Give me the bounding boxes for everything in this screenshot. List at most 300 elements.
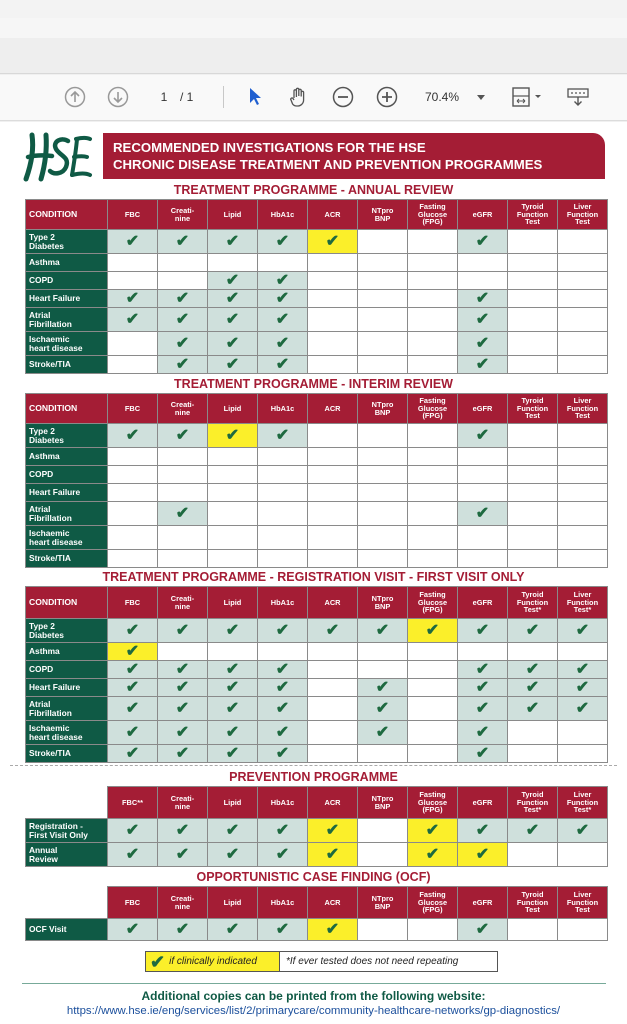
column-header: eGFR: [458, 887, 508, 919]
empty-cell: [308, 308, 358, 332]
check-cell: ✔: [158, 819, 208, 843]
condition-header: CONDITION: [26, 587, 108, 619]
check-cell: ✔: [258, 290, 308, 308]
column-header: FBC: [108, 200, 158, 230]
empty-cell: [558, 448, 608, 466]
conditional-check-cell: ✔: [308, 919, 358, 941]
column-header: FBC: [108, 887, 158, 919]
column-header: Creati- nine: [158, 787, 208, 819]
check-cell: ✔: [158, 697, 208, 721]
column-header: Tyroid Function Test: [508, 200, 558, 230]
check-cell: ✔: [158, 308, 208, 332]
check-cell: ✔: [258, 679, 308, 697]
column-header: Liver Function Test: [558, 394, 608, 424]
empty-cell: [208, 550, 258, 568]
check-cell: ✔: [458, 819, 508, 843]
investigation-table: [25, 586, 608, 763]
conditional-check-cell: ✔: [308, 819, 358, 843]
investigation-table: [25, 393, 608, 568]
check-cell: ✔: [158, 745, 208, 763]
up-arrow-icon: [64, 86, 86, 108]
empty-cell: [408, 661, 458, 679]
table-row: [26, 526, 608, 550]
empty-cell: [358, 448, 408, 466]
hand-icon: [288, 86, 310, 108]
empty-cell: [108, 332, 158, 356]
empty-cell: [558, 254, 608, 272]
empty-cell: [108, 526, 158, 550]
check-cell: ✔: [458, 661, 508, 679]
check-cell: ✔: [108, 661, 158, 679]
header-row: [26, 887, 608, 919]
check-cell: ✔: [208, 745, 258, 763]
empty-cell: [508, 230, 558, 254]
empty-cell: [208, 448, 258, 466]
empty-cell: [508, 448, 558, 466]
empty-cell: [358, 745, 408, 763]
check-cell: ✔: [508, 679, 558, 697]
column-header: Liver Function Test*: [558, 787, 608, 819]
empty-cell: [258, 484, 308, 502]
column-header: ACR: [308, 787, 358, 819]
check-cell: ✔: [458, 356, 508, 374]
check-cell: ✔: [558, 619, 608, 643]
table-row: [26, 424, 608, 448]
legend-yellow-swatch: [145, 951, 280, 972]
empty-cell: [408, 272, 458, 290]
empty-cell: [408, 919, 458, 941]
empty-cell: [458, 526, 508, 550]
zoom-value: 70.4%: [425, 90, 460, 104]
empty-cell: [558, 230, 608, 254]
empty-cell: [408, 643, 458, 661]
conditional-check-cell: ✔: [408, 843, 458, 867]
row-label: Asthma: [26, 643, 108, 661]
conditional-check-cell: ✔: [408, 619, 458, 643]
row-label: Asthma: [26, 448, 108, 466]
empty-cell: [308, 356, 358, 374]
empty-cell: [508, 290, 558, 308]
conditional-check-cell: ✔: [458, 843, 508, 867]
empty-cell: [558, 550, 608, 568]
check-cell: ✔: [158, 332, 208, 356]
check-cell: ✔: [258, 819, 308, 843]
column-header: Lipid: [208, 200, 258, 230]
row-label: Ischaemic heart disease: [26, 721, 108, 745]
table-row: [26, 843, 608, 867]
empty-cell: [308, 526, 358, 550]
column-header: Fasting Glucose (FPG): [408, 200, 458, 230]
column-header: FBC**: [108, 787, 158, 819]
empty-cell: [108, 550, 158, 568]
table-row: [26, 356, 608, 374]
table-row: [26, 619, 608, 643]
row-label: Stroke/TIA: [26, 356, 108, 374]
empty-cell: [508, 919, 558, 941]
check-cell: ✔: [458, 721, 508, 745]
zoom-out-icon: [332, 86, 354, 108]
check-cell: ✔: [158, 290, 208, 308]
empty-cell: [508, 502, 558, 526]
check-cell: ✔: [358, 697, 408, 721]
empty-cell: [558, 843, 608, 867]
tab-bar: [0, 38, 627, 74]
row-label: OCF Visit: [26, 919, 108, 941]
table-row: [26, 290, 608, 308]
empty-cell: [408, 448, 458, 466]
empty-cell: [308, 679, 358, 697]
empty-cell: [108, 448, 158, 466]
empty-cell: [458, 550, 508, 568]
empty-cell: [258, 502, 308, 526]
column-header: NTpro BNP: [358, 200, 408, 230]
row-label: Ischaemic heart disease: [26, 332, 108, 356]
investigation-table: [25, 886, 608, 941]
check-cell: ✔: [258, 843, 308, 867]
check-cell: ✔: [258, 697, 308, 721]
empty-cell: [358, 550, 408, 568]
empty-cell: [558, 745, 608, 763]
empty-cell: [308, 424, 358, 448]
check-cell: ✔: [208, 356, 258, 374]
column-header: ACR: [308, 200, 358, 230]
investigation-table: [25, 199, 608, 374]
column-header: Tyroid Function Test: [508, 887, 558, 919]
check-cell: ✔: [458, 308, 508, 332]
select-tool-button[interactable]: [244, 86, 266, 108]
empty-cell: [358, 484, 408, 502]
check-cell: ✔: [458, 230, 508, 254]
empty-cell: [408, 424, 458, 448]
empty-cell: [158, 272, 208, 290]
empty-cell: [508, 424, 558, 448]
empty-cell: [558, 308, 608, 332]
column-header: Fasting Glucose (FPG): [408, 394, 458, 424]
condition-header: CONDITION: [26, 200, 108, 230]
column-header: eGFR: [458, 787, 508, 819]
empty-cell: [358, 643, 408, 661]
table-row: [26, 721, 608, 745]
condition-header: [26, 787, 108, 819]
next-page-button[interactable]: [106, 85, 130, 109]
empty-cell: [558, 721, 608, 745]
row-label: Ischaemic heart disease: [26, 526, 108, 550]
check-cell: ✔: [258, 308, 308, 332]
footer-rule: [22, 983, 606, 984]
table-row: [26, 819, 608, 843]
zoom-out-button[interactable]: [331, 85, 355, 109]
condition-header: CONDITION: [26, 394, 108, 424]
empty-cell: [558, 356, 608, 374]
check-cell: ✔: [258, 661, 308, 679]
empty-cell: [408, 697, 458, 721]
page-fit-button[interactable]: [509, 84, 545, 110]
empty-cell: [558, 332, 608, 356]
empty-cell: [508, 254, 558, 272]
empty-cell: [558, 424, 608, 448]
empty-cell: [158, 484, 208, 502]
check-cell: ✔: [158, 721, 208, 745]
download-button[interactable]: [564, 85, 592, 109]
empty-cell: [308, 745, 358, 763]
empty-cell: [508, 356, 558, 374]
footer-url-link[interactable]: https://www.hse.ie/eng/services/list/2/primarycare/community-healthcare-networks/gp-diagnostics/: [66, 1005, 561, 1017]
check-cell: ✔: [458, 745, 508, 763]
check-cell: ✔: [258, 356, 308, 374]
empty-cell: [558, 272, 608, 290]
page-number-input[interactable]: 1: [160, 90, 168, 104]
check-cell: ✔: [558, 679, 608, 697]
column-header: Tyroid Function Test*: [508, 587, 558, 619]
row-label: Atrial Fibrillation: [26, 308, 108, 332]
dashed-divider: [10, 765, 617, 766]
check-cell: ✔: [208, 843, 258, 867]
empty-cell: [208, 526, 258, 550]
column-header: Creati- nine: [158, 394, 208, 424]
toolbar-divider: [223, 86, 224, 108]
empty-cell: [408, 356, 458, 374]
empty-cell: [258, 526, 308, 550]
empty-cell: [308, 332, 358, 356]
empty-cell: [358, 502, 408, 526]
pointer-icon: [247, 87, 263, 107]
empty-cell: [308, 290, 358, 308]
table-row: [26, 643, 608, 661]
column-header: NTpro BNP: [358, 887, 408, 919]
check-cell: ✔: [158, 619, 208, 643]
check-cell: ✔: [158, 424, 208, 448]
empty-cell: [258, 254, 308, 272]
check-cell: ✔: [358, 721, 408, 745]
check-cell: ✔: [458, 679, 508, 697]
empty-cell: [458, 272, 508, 290]
empty-cell: [508, 745, 558, 763]
check-cell: ✔: [208, 308, 258, 332]
empty-cell: [508, 721, 558, 745]
zoom-in-button[interactable]: [375, 85, 399, 109]
document-banner: [103, 133, 605, 179]
legend-note: *If ever tested does not need repeating: [280, 951, 498, 972]
check-cell: ✔: [108, 721, 158, 745]
empty-cell: [258, 466, 308, 484]
check-cell: ✔: [108, 679, 158, 697]
empty-cell: [358, 526, 408, 550]
column-header: Lipid: [208, 887, 258, 919]
row-label: Type 2 Diabetes: [26, 619, 108, 643]
check-cell: ✔: [558, 661, 608, 679]
check-cell: ✔: [258, 424, 308, 448]
empty-cell: [458, 466, 508, 484]
table-row: [26, 332, 608, 356]
column-header: ACR: [308, 587, 358, 619]
check-cell: ✔: [208, 721, 258, 745]
conditional-check-cell: ✔: [408, 819, 458, 843]
footer-text: Additional copies can be printed from the following website:: [141, 989, 486, 1003]
table-row: [26, 661, 608, 679]
check-cell: ✔: [158, 843, 208, 867]
hse-logo: [22, 131, 94, 183]
empty-cell: [208, 254, 258, 272]
row-label: COPD: [26, 272, 108, 290]
table-row: [26, 679, 608, 697]
page-total-label: / 1: [180, 90, 194, 104]
check-cell: ✔: [158, 679, 208, 697]
empty-cell: [308, 697, 358, 721]
empty-cell: [408, 679, 458, 697]
check-cell: ✔: [208, 919, 258, 941]
column-header: Tyroid Function Test: [508, 394, 558, 424]
empty-cell: [558, 526, 608, 550]
column-header: Lipid: [208, 587, 258, 619]
check-cell: ✔: [458, 919, 508, 941]
table-row: [26, 745, 608, 763]
check-cell: ✔: [508, 619, 558, 643]
window-title-strip: [0, 18, 627, 38]
column-header: Fasting Glucose (FPG): [408, 787, 458, 819]
check-icon: ✔: [150, 951, 166, 972]
empty-cell: [158, 643, 208, 661]
check-cell: ✔: [458, 502, 508, 526]
table-row: [26, 697, 608, 721]
empty-cell: [158, 448, 208, 466]
check-cell: ✔: [108, 745, 158, 763]
check-cell: ✔: [358, 679, 408, 697]
check-cell: ✔: [258, 272, 308, 290]
down-arrow-icon: [107, 86, 129, 108]
window-top-strip: [0, 0, 627, 18]
empty-cell: [458, 484, 508, 502]
column-header: ACR: [308, 887, 358, 919]
check-cell: ✔: [108, 919, 158, 941]
row-label: Type 2 Diabetes: [26, 424, 108, 448]
empty-cell: [308, 466, 358, 484]
empty-cell: [358, 356, 408, 374]
empty-cell: [408, 254, 458, 272]
fit-width-icon: [510, 85, 544, 109]
column-header: HbA1c: [258, 787, 308, 819]
check-cell: ✔: [208, 290, 258, 308]
empty-cell: [408, 308, 458, 332]
empty-cell: [408, 466, 458, 484]
chevron-down-icon: [477, 95, 485, 100]
row-label: Stroke/TIA: [26, 745, 108, 763]
check-cell: ✔: [108, 308, 158, 332]
empty-cell: [558, 919, 608, 941]
empty-cell: [358, 290, 408, 308]
header-row: [26, 587, 608, 619]
empty-cell: [558, 466, 608, 484]
row-label: Heart Failure: [26, 484, 108, 502]
check-cell: ✔: [108, 619, 158, 643]
header-row: [26, 787, 608, 819]
empty-cell: [508, 332, 558, 356]
table-row: [26, 550, 608, 568]
empty-cell: [558, 484, 608, 502]
empty-cell: [308, 502, 358, 526]
column-header: HbA1c: [258, 887, 308, 919]
row-label: Atrial Fibrillation: [26, 697, 108, 721]
empty-cell: [208, 502, 258, 526]
legend-yellow-label: if clinically indicated: [169, 956, 257, 967]
row-label: Stroke/TIA: [26, 550, 108, 568]
empty-cell: [308, 448, 358, 466]
column-header: Lipid: [208, 394, 258, 424]
previous-page-button[interactable]: [63, 85, 87, 109]
column-header: Liver Function Test: [558, 887, 608, 919]
empty-cell: [358, 843, 408, 867]
column-header: ACR: [308, 394, 358, 424]
check-cell: ✔: [508, 661, 558, 679]
column-header: Creati- nine: [158, 200, 208, 230]
check-cell: ✔: [108, 424, 158, 448]
empty-cell: [158, 466, 208, 484]
check-cell: ✔: [258, 619, 308, 643]
empty-cell: [408, 502, 458, 526]
check-cell: ✔: [208, 697, 258, 721]
column-header: eGFR: [458, 200, 508, 230]
table-row: [26, 484, 608, 502]
zoom-select[interactable]: [413, 86, 495, 108]
row-label: COPD: [26, 466, 108, 484]
column-header: Creati- nine: [158, 887, 208, 919]
empty-cell: [358, 466, 408, 484]
empty-cell: [508, 643, 558, 661]
check-cell: ✔: [108, 843, 158, 867]
empty-cell: [508, 466, 558, 484]
check-cell: ✔: [108, 230, 158, 254]
empty-cell: [358, 819, 408, 843]
empty-cell: [358, 661, 408, 679]
empty-cell: [358, 332, 408, 356]
empty-cell: [108, 484, 158, 502]
row-label: Registration - First Visit Only: [26, 819, 108, 843]
column-header: HbA1c: [258, 200, 308, 230]
check-cell: ✔: [208, 230, 258, 254]
column-header: FBC: [108, 394, 158, 424]
empty-cell: [508, 550, 558, 568]
column-header: Liver Function Test*: [558, 587, 608, 619]
column-header: Tyroid Function Test*: [508, 787, 558, 819]
table-row: [26, 919, 608, 941]
column-header: NTpro BNP: [358, 394, 408, 424]
table-row: [26, 448, 608, 466]
check-cell: ✔: [358, 619, 408, 643]
column-header: FBC: [108, 587, 158, 619]
empty-cell: [558, 643, 608, 661]
section-title: TREATMENT PROGRAMME - ANNUAL REVIEW: [173, 183, 454, 197]
empty-cell: [558, 290, 608, 308]
check-cell: ✔: [558, 819, 608, 843]
empty-cell: [508, 843, 558, 867]
table-row: [26, 308, 608, 332]
column-header: Fasting Glucose (FPG): [408, 887, 458, 919]
empty-cell: [258, 448, 308, 466]
empty-cell: [558, 502, 608, 526]
row-label: Heart Failure: [26, 679, 108, 697]
section-title: TREATMENT PROGRAMME - REGISTRATION VISIT - FIRST VISIT ONLY: [102, 570, 525, 584]
check-cell: ✔: [458, 697, 508, 721]
condition-header: [26, 887, 108, 919]
hand-tool-button[interactable]: [286, 85, 312, 109]
conditional-check-cell: ✔: [308, 843, 358, 867]
row-label: Asthma: [26, 254, 108, 272]
column-header: HbA1c: [258, 394, 308, 424]
check-cell: ✔: [208, 819, 258, 843]
column-header: Creati- nine: [158, 587, 208, 619]
empty-cell: [308, 272, 358, 290]
empty-cell: [358, 308, 408, 332]
empty-cell: [408, 332, 458, 356]
